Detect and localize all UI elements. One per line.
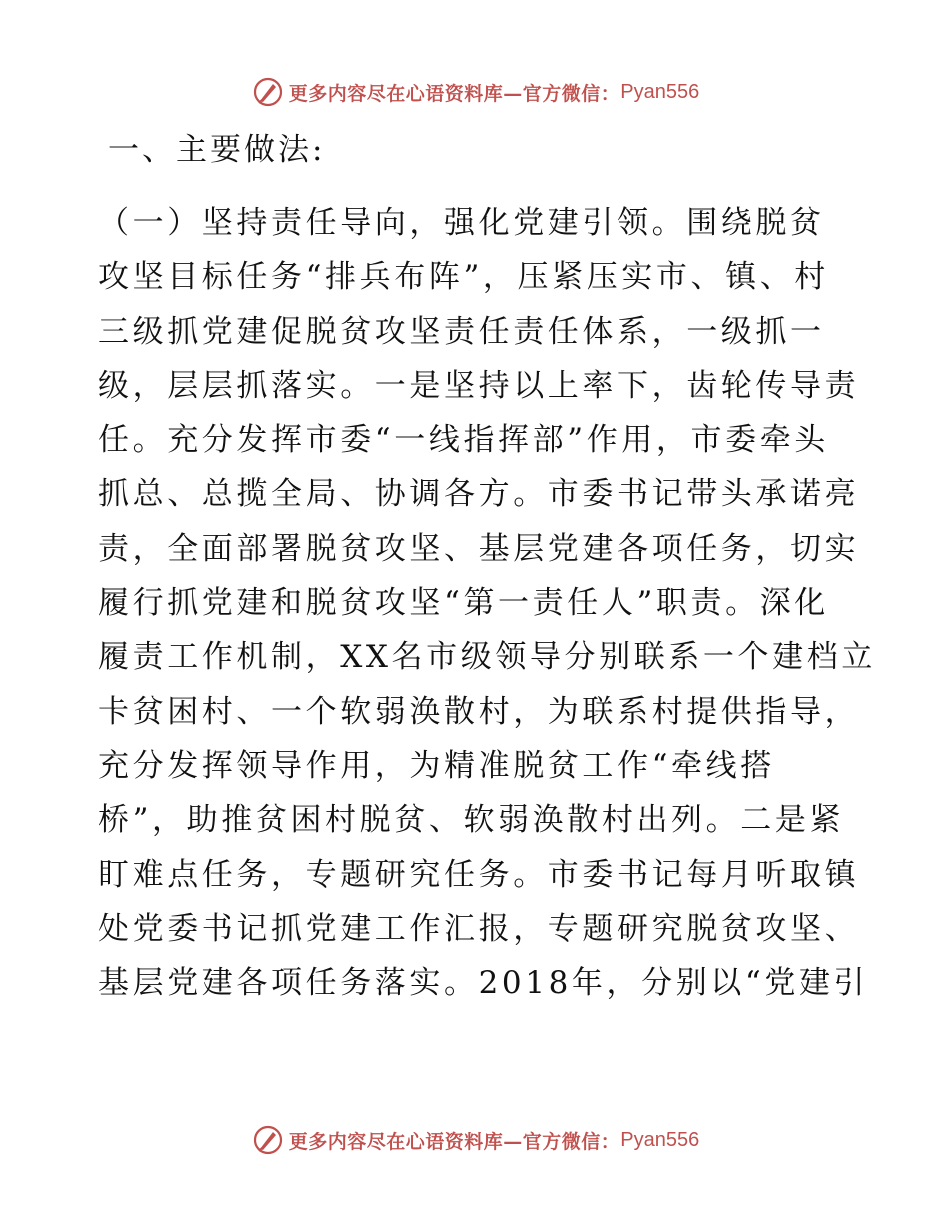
text-line: 卡贫困村、一个软弱涣散村，为联系村提供指导，	[98, 693, 860, 730]
banner-text: 更多内容尽在心语资料库—官方微信：	[288, 82, 621, 105]
quill-pen-logo-icon	[251, 75, 285, 109]
text-line: 盯难点任务，专题研究任务。市委书记每月听取镇	[98, 856, 860, 893]
text-line: 履责工作机制，XX名市级领导分别联系一个建档立	[98, 639, 876, 676]
text-line: 抓总、总揽全局、协调各方。市委书记带头承诺亮	[98, 476, 860, 513]
quill-pen-logo-icon	[251, 1123, 285, 1157]
text-line: （一）坚持责任导向，强化党建引领。围绕脱贫	[98, 205, 825, 241]
text-line: 基层党建各项任务落实。2018年，分别以“党建引	[98, 965, 869, 1002]
text-line: 履行抓党建和脱贫攻坚“第一责任人”职责。深化	[98, 585, 829, 622]
text-line: 攻坚目标任务“排兵布阵”，压紧压实市、镇、村	[98, 259, 829, 296]
text-line: 级，层层抓落实。一是坚持以上率下，齿轮传导责	[98, 367, 860, 404]
banner-text: 更多内容尽在心语资料库—官方微信：	[288, 1130, 621, 1153]
footer-banner	[0, 1118, 950, 1162]
text-line: 桥”，助推贫困村脱贫、软弱涣散村出列。二是紧	[98, 802, 845, 839]
section-heading: 一、主要做法:	[108, 132, 326, 168]
text-line: 责，全面部署脱贫攻坚、基层党建各项任务，切实	[98, 530, 860, 567]
text-line: 三级抓党建促脱贫攻坚责任责任体系，一级抓一	[98, 313, 825, 350]
text-line: 充分发挥领导作用，为精准脱贫工作“牵线搭	[98, 747, 775, 784]
header-banner	[0, 70, 950, 114]
wechat-id: Pyan556	[620, 1128, 700, 1151]
text-line: 任。充分发挥市委“一线指挥部”作用，市委牵头	[98, 422, 829, 459]
wechat-id: Pyan556	[620, 80, 700, 103]
body-paragraph	[98, 196, 876, 1010]
text-line: 处党委书记抓党建工作汇报，专题研究脱贫攻坚、	[98, 910, 860, 947]
